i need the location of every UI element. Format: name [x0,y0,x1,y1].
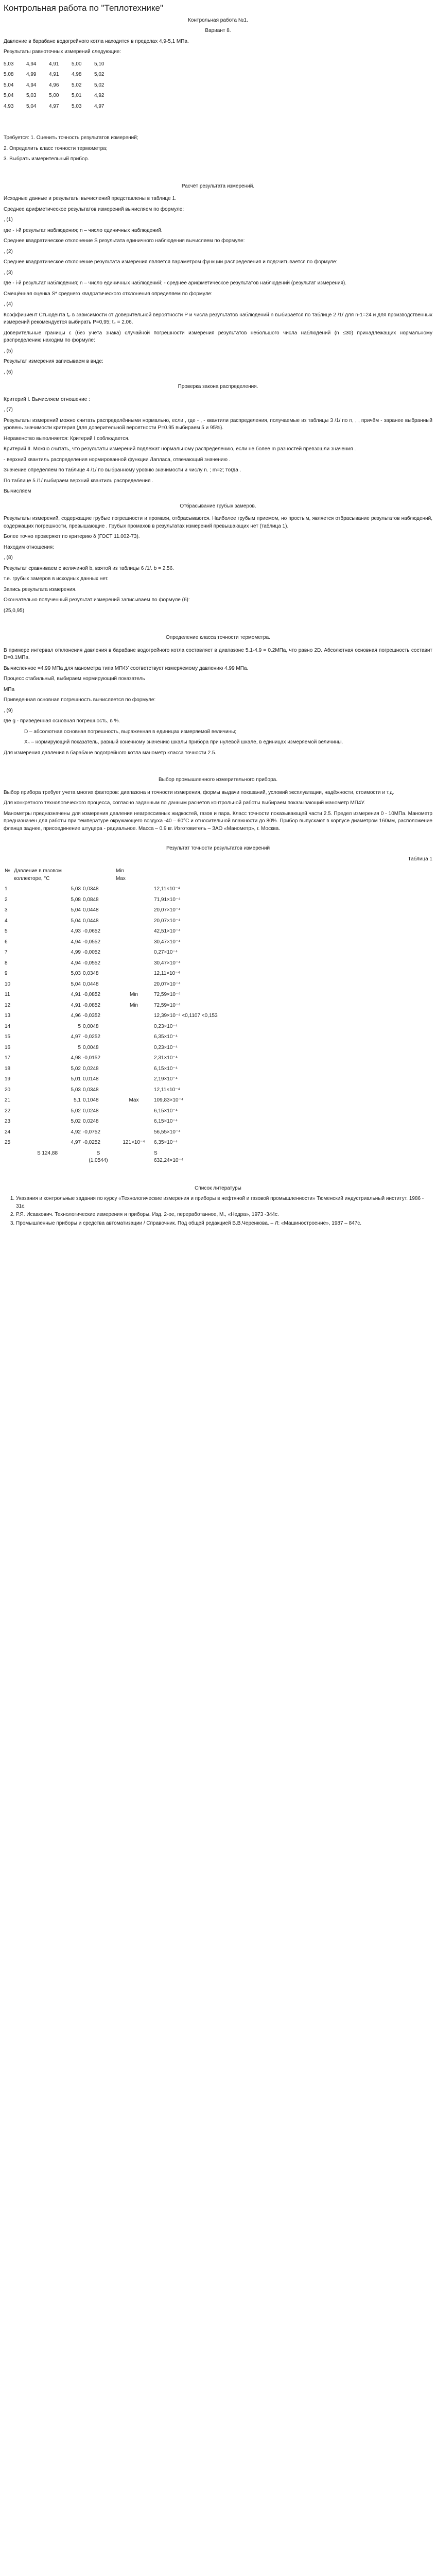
paragraph: В примере интервал отклонения давления в барабане водогрейного котла составляет в диапазоне 5.1-4.9 = 0.2МПа, что равно 2D. Абсолютная основная погрешность составит D=0.1МПа. [4,647,432,661]
measurement-row [4,101,117,112]
table-cell: 0,1048 [83,1097,99,1104]
table-cell: 4,98 [71,1055,81,1061]
paragraph: , (6) [4,369,13,375]
table-cell: 5,04 [71,918,81,924]
bibliography-list [4,1195,432,1227]
paragraph: Процесс стабильный, выбираем нормирующий показатель [4,676,145,682]
table-cell [115,947,153,958]
paragraph: Манометры предназначены для измерения давления неагрессивных жидкостей, газов и пара. Класс точности показывающей части 2.5. Предел измерения 0 - 10МПа. Манометр предназначен для работы при температуре окружающего воздуха -40 – 60°С и относительной влажности до 80%. Прибор выпускают в корпусе диаметром 160мм, расположение фланца заднее, присоединение штуцера - радиальное. Масса – 0.9 кг. Изготовитель – ЗАО «Манометр», г. Москва. [4,810,432,832]
paragraph: Окончательно полученный результат измерений записываем по формуле (6): [4,597,190,603]
table-cell: 4,97 [71,1034,81,1040]
table-cell: 4,92 [71,1129,81,1135]
table-cell: -0,0352 [83,1013,100,1019]
section-instrument [4,789,432,833]
measurement-cell: 4,91 [49,61,59,67]
paragraph: Коэффициент Стьюдента tₚ в зависимости от доверительной вероятности P и числа результатов наблюдений n выбирается по таблице 2 /1/ для n-1=24 и для производственных измерений рекомендуется выбирать P=0,95; tₚ = 2.06. [4,312,432,326]
table-cell: 23 [5,1118,11,1125]
table-cell: 5 [78,1023,81,1029]
section-title-accuracy-class: Определение класса точности термометра. [166,635,270,641]
table-cell: 15 [5,1034,11,1040]
table-cell: 5,03 [71,1087,81,1093]
table-cell [115,979,153,990]
table-row [4,1116,432,1127]
section-gross-errors [4,515,432,615]
document-title: Контрольная работа по "Теплотехнике" [4,3,163,13]
measurement-cell: 4,94 [26,82,37,88]
measurement-cell: 4,91 [49,72,59,78]
table-cell: 0,23×10⁻⁴ [154,1044,178,1050]
table-row [4,1043,432,1054]
results-table [4,866,432,1166]
table-cell: -0,0552 [83,939,100,945]
table-cell [115,1043,153,1054]
table-row [4,1032,432,1043]
table-cell: 2,19×10⁻⁴ [154,1076,178,1082]
table-row [4,1085,432,1096]
paragraph: Результаты измерений, содержащие грубые погрешности и промахи, отбрасываются. Наиболее грубым приемом, но простым, является отбрасывание результатов наблюдений, содержащих погрешности, превышающие . Грубых промахов в результатах измерений превышающих нет (таблица 1). [4,516,432,529]
table-header-row [4,866,432,884]
paragraph: , (1) [4,217,13,223]
table-cell: 4,99 [71,950,81,956]
bibliography-item: 1. Указания и контрольные задания по курсу «Технологические измерения и приборы в нефтяной и газовой промышленности» Тюменский индустриальный институт. 1986 - 31с. [16,1195,432,1210]
table-cell: 9 [5,971,8,977]
table-cell: 21 [5,1097,11,1104]
table-cell: 0,0148 [83,1076,99,1082]
table-cell: 4,96 [71,1013,81,1019]
paragraph: По таблице 5 /1/ выбираем верхний квантиль распределения . [4,478,153,484]
paragraph: где g - приведенная основная погрешность, в %. [4,718,120,724]
measurement-cell: 5,00 [49,93,59,99]
section-distribution [4,396,432,496]
table-cell: 121×10⁻⁴ [123,1140,145,1146]
table-cell: 72,59×10⁻⁴ [154,992,181,998]
table-cell: 0,0848 [83,896,99,903]
table-cell: 0,0248 [83,1118,99,1125]
paragraph: Исходные данные и результаты вычислений представлены в таблице 1. [4,196,177,202]
paragraph: Значение определяем по таблице 4 /1/ по выбранному уровню значимости и числу n. ; m=2; тогда . [4,467,241,473]
table-row [4,969,432,979]
table-cell: 5,02 [71,1065,81,1072]
table-cell [115,969,153,979]
table-cell: Min [129,992,138,998]
table-cell: 16 [5,1044,11,1050]
table-cell: 30,47×10⁻⁴ [154,960,181,966]
paragraph: Среднее квадратическое отклонение S результата единичного наблюдения вычисляем по формуле: [4,238,245,244]
paragraph: Запись результата измерения. [4,586,77,592]
table-row [4,905,432,916]
table-cell: 5,03 [71,971,81,977]
table-cell: -0,0552 [83,960,100,966]
table-cell: 4,91 [71,992,81,998]
table-cell: 6,15×10⁻⁴ [154,1118,178,1125]
table-cell: 5,04 [71,907,81,913]
table-cell: 13 [5,1013,11,1019]
table-cell: 5,03 [71,886,81,892]
table-cell: 2,31×10⁻⁴ [154,1055,178,1061]
measurement-cell: 5,04 [26,103,37,109]
table-row [4,958,432,969]
table-cell: 6 [5,939,8,945]
table-cell: 4,94 [71,939,81,945]
measurement-cell: 5,02 [94,72,104,78]
table-cell: 24 [5,1129,11,1135]
table-cell: 0,0348 [83,1087,99,1093]
measurement-cell: 5,10 [94,61,104,67]
measurement-row [4,91,117,101]
paragraph: Среднее квадратическое отклонение результата измерения является параметром функции распределения и подсчитывается по формуле: [4,259,338,265]
bibliography-item: 2. Р.Я. Исаакович. Технологические измерения и приборы. Изд. 2-ое, переработанное, М., «Недра», 1973 -344с. [16,1211,432,1219]
table-cell: 8 [5,960,8,966]
paragraph: Критерий I. Вычисляем отношение : [4,396,90,402]
section-title-gross-errors: Отбрасывание грубых замеров. [180,503,256,509]
table-cell: 18 [5,1065,11,1072]
table-title: Результат точности результатов измерений [166,845,270,852]
paragraph: Более точно проверяют по критерию δ (ГОСТ 11.002-73). [4,534,140,540]
measurement-cell: 5,02 [94,82,104,88]
col-pressure: Давление в газовом коллекторе, °С [14,868,62,882]
table-cell [115,926,153,937]
col-no: № [5,868,10,874]
table-cell: 0,23×10⁻⁴ [154,1023,178,1029]
table-cell: 6,15×10⁻⁴ [154,1108,178,1114]
table-cell: 0,0448 [83,981,99,987]
table-cell: 20,07×10⁻⁴ [154,918,181,924]
table-row [4,979,432,990]
table-row [4,916,432,927]
paragraph: Приведенная основная погрешность вычисляется по формуле: [4,697,156,703]
paragraph: Вычисленное =4.99 МПа для манометра типа МП4У соответствует измеряемому давлению 4.99 МПа. [4,665,249,671]
paragraph: Среднее арифметическое результатов измерений вычисляем по формуле: [4,206,184,212]
table-cell: 10 [5,981,11,987]
table-cell: 12,11×10⁻⁴ [154,886,180,892]
table-row [4,926,432,937]
section-title-calculation: Расчёт результата измерений. [181,183,255,189]
section-accuracy-class [4,647,432,757]
table-cell: 5,08 [71,896,81,903]
table-row [4,1011,432,1022]
table-cell: 4,93 [71,928,81,935]
table-row [4,884,432,895]
paragraph: Результаты измерений можно считать распределёнными нормально, если , где - , - квантили распределения, получаемые из таблицы 3 /1/ по n, , , причём - заранее выбранный уровень значимости критерия (для доверительной вероятности P=0.95 выбираем 5 и 95%). [4,417,432,431]
table-cell [115,1116,153,1127]
table-cell: 30,47×10⁻⁴ [154,939,181,945]
table-cell [115,884,153,895]
table-cell: 5,1 [74,1097,81,1104]
sum-values: S 124,88 [37,1150,58,1156]
table-cell: 5 [78,1044,81,1050]
section-calculation [4,195,432,376]
table-row [4,895,432,906]
paragraph: Критерий II. Можно считать, что результаты измерений подлежат нормальному распределению, если не более m разностей превзошли значения . [4,446,356,452]
table-cell: -0,0852 [83,992,100,998]
paragraph: Доверительные границы ε (без учёта знака) случайной погрешности измерения результатов небольшого числа наблюдений (n ≤30) принадлежащих нормальному распределению находим по формуле: [4,330,432,344]
table-cell: 14 [5,1023,11,1029]
measurement-cell: 4,94 [26,61,37,67]
paragraph: МПа [4,686,15,692]
table-cell: 71,91×10⁻⁴ [154,896,181,903]
paragraph: где - i-й результат наблюдения; n – число единичных наблюдений. [4,227,163,233]
col-max: Max [116,875,126,882]
table-cell: -0,0252 [83,1140,100,1146]
table-cell: 0,0048 [83,1023,99,1029]
table-cell: -0,0652 [83,928,100,935]
table-cell: 4,94 [71,960,81,966]
table-cell [115,1022,153,1032]
measurement-cell: 4,97 [49,103,59,109]
measurement-cell: 4,92 [94,93,104,99]
measurement-cell: 5,00 [72,61,82,67]
section-title-distribution: Проверка закона распределения. [178,384,258,390]
table-cell: 0,0348 [83,971,99,977]
table-cell: 5,04 [71,981,81,987]
measurement-row [4,70,117,80]
requirement-3: 3. Выбрать измерительный прибор. [4,156,89,162]
table-cell [115,1064,153,1075]
table-cell: 0,27×10⁻⁴ [154,950,178,956]
work-number: Контрольная работа №1. [188,17,248,23]
requirement-2: 2. Определить класс точности термометра; [4,145,108,151]
table-cell [115,1053,153,1064]
sum-squares: S 632,24×10⁻⁴ [154,1150,184,1164]
table-cell: 4,97 [71,1140,81,1146]
table-cell: 5,02 [71,1108,81,1114]
measurement-cell: 5,03 [4,61,14,67]
table-row [4,1106,432,1117]
paragraph: D – абсолютная основная погрешность, выраженная в единицах измеряемой величины; [24,728,237,735]
table-cell: 20,07×10⁻⁴ [154,907,181,913]
paragraph: , (8) [4,555,13,561]
table-cell [115,958,153,969]
paragraph: Вычисляем [4,488,31,495]
paragraph: Смещённая оценка S* среднего квадратического отклонения определяем по формуле: [4,291,213,297]
table-cell [115,937,153,948]
section-title-instrument: Выбор промышленного измерительного прибора. [159,777,277,783]
table-cell: -0,0252 [83,1034,100,1040]
paragraph: , (5) [4,348,13,354]
table-cell [115,905,153,916]
measurement-cell: 5,04 [4,82,14,88]
table-cell: 6,35×10⁻⁴ [154,1140,178,1146]
paragraph: Xₙ – нормирующий показатель, равный конечному значению шкалы прибора при нулевой шкале, в единицах измеряемой величины. [24,739,343,745]
measurement-cell: 5,03 [26,93,37,99]
paragraph: где - i-й результат наблюдения; n – число единичных наблюдений; - среднее арифметическое результатов наблюдений (результат измерения). [4,280,347,286]
table-row [4,937,432,948]
paragraph: , (4) [4,301,13,308]
table-sum-row [4,1148,432,1166]
table-cell: 1 [5,886,8,892]
measurement-cell: 5,08 [4,72,14,78]
paragraph: Результат измерения записываем в виде: [4,359,103,365]
measurement-cell: 4,97 [94,103,104,109]
table-cell: 17 [5,1055,11,1061]
table-cell: 72,59×10⁻⁴ [154,1002,181,1008]
measurement-cell: 4,99 [26,72,37,78]
paragraph: Выбор прибора требует учета многих факторов: диапазона и точности измерения, формы выдачи показаний, условий эксплуатации, надёжности, стоимости и т.д. [4,789,394,795]
results-label: Результаты равноточных измерений следующие: [4,49,121,55]
table-cell: 5,02 [71,1118,81,1125]
paragraph: Находим отношения: [4,544,54,550]
table-cell: 5,01 [71,1076,81,1082]
table-row [4,1064,432,1075]
table-cell: 12 [5,1002,11,1008]
paragraph: Для конкретного технологического процесса, согласно заданным по данным расчетов контрольной работы выбираем показывающий манометр МП4У. [4,800,365,806]
variant: Вариант 8. [205,28,231,34]
table-cell: 20,07×10⁻⁴ [154,981,181,987]
table-cell [115,1127,153,1138]
paragraph: Результат сравниваем с величиной b, взятой из таблицы 6 /1/. b = 2.56. [4,565,174,571]
paragraph: , (2) [4,248,13,255]
bibliography-title: Список литературы [195,1185,241,1191]
measurement-cell: 4,96 [49,82,59,88]
paragraph: (25,0,95) [4,607,25,614]
table-row [4,1074,432,1085]
paragraph: , (3) [4,269,13,276]
paragraph: , (7) [4,407,13,413]
table-cell [115,1011,153,1022]
table-cell: 4,91 [71,1002,81,1008]
table-cell: 0,0048 [83,1044,99,1050]
paragraph: т.е. грубых замеров в исходных данных нет. [4,576,109,582]
table-cell: 25 [5,1140,11,1146]
table-row [4,947,432,958]
table-cell: 3 [5,907,8,913]
measurement-cell: 5,01 [72,93,82,99]
table-cell: Max [129,1097,139,1104]
table-cell: 19 [5,1076,11,1082]
measurement-cell: 5,02 [72,82,82,88]
table-cell: 6,15×10⁻⁴ [154,1065,178,1072]
table-cell: 0,0248 [83,1065,99,1072]
table-cell [115,1106,153,1117]
col-min-max [115,866,153,884]
table-cell: 11 [5,992,10,998]
col-min: Min [116,868,125,874]
table-cell: 109,83×10⁻⁴ [154,1097,184,1104]
measurement-cell: 4,98 [72,72,82,78]
sum-deviations: S (1,0544) [89,1150,108,1164]
measurement-cell: 5,03 [72,103,82,109]
table-row [4,1127,432,1138]
table-cell: -0,0752 [83,1129,100,1135]
measurement-cell: 4,93 [4,103,14,109]
paragraph: Для измерения давления в барабане водогрейного котла манометр класса точности 2.5. [4,750,217,756]
table-label: Таблица 1 [408,856,432,862]
bibliography-item: 3. Промышленные приборы и средства автоматизации / Справочник. Под общей редакцией В.В.Черенкова. – Л: «Машиностроение», 1987 – 847с. [16,1220,432,1228]
table-cell: 4 [5,918,8,924]
table-cell: 20 [5,1087,11,1093]
document [0,0,436,1239]
table-cell [115,895,153,906]
table-row [4,1095,432,1106]
measurement-cell: 5,04 [4,93,14,99]
table-cell [115,916,153,927]
table-cell: 0,0348 [83,886,99,892]
pressure-statement: Давление в барабане водогрейного котла находится в пределах 4,9-5,1 МПа. [4,38,189,44]
paragraph: , (9) [4,707,13,714]
table-cell: 22 [5,1108,11,1114]
table-cell: 6,35×10⁻⁴ [154,1034,178,1040]
paragraph: Неравенство выполняется: Критерий I соблюдается. [4,435,130,442]
table-row [4,1001,432,1011]
table-cell: 42,51×10⁻⁴ [154,928,181,935]
table-cell: 5 [5,928,8,935]
table-cell: 56,55×10⁻⁴ [154,1129,181,1135]
table-cell: Min [129,1002,138,1008]
measurements-grid [4,59,117,112]
table-cell: -0,0052 [83,950,100,956]
table-cell: 12,11×10⁻⁴ [154,1087,180,1093]
table-cell: 0,0448 [83,918,99,924]
table-cell: 7 [5,950,8,956]
table-row [4,1138,432,1148]
table-row [4,1022,432,1032]
table-row [4,990,432,1001]
table-cell: 0,0248 [83,1108,99,1114]
table-cell: 12,39×10⁻⁴ <0,1107 <0,153 [154,1013,218,1019]
table-cell: -0,0852 [83,1002,100,1008]
measurement-row [4,59,117,70]
table-cell: -0,0152 [83,1055,100,1061]
measurement-row [4,80,117,91]
table-row [4,1053,432,1064]
paragraph: - верхний квантиль распределения нормированной функции Лапласа, отвечающий значению . [4,456,231,463]
table-cell [115,1032,153,1043]
table-cell: 12,11×10⁻⁴ [154,971,180,977]
table-cell: 2 [5,896,8,903]
table-cell: 0,0448 [83,907,99,913]
requirement-1: Требуется: 1. Оценить точность результатов измерений; [4,135,138,141]
table-cell [115,1085,153,1096]
table-cell [115,1074,153,1085]
